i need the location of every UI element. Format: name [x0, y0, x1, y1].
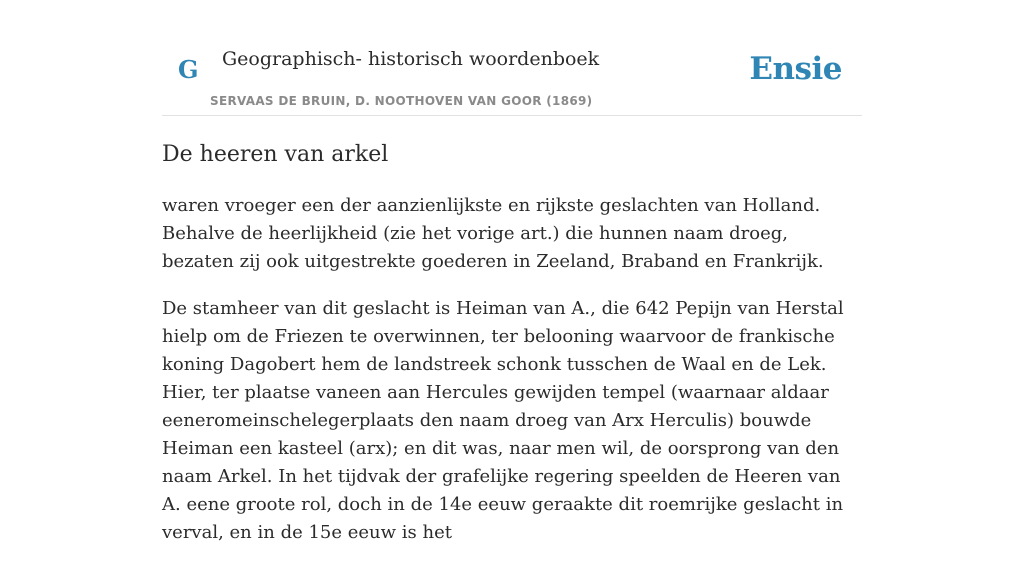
book-authors: SERVAAS DE BRUIN, D. NOOTHOVEN VAN GOOR (1869): [210, 94, 593, 108]
entry-body: [162, 192, 864, 566]
entry-paragraph: waren vroeger een der aanzienlijkste en rijkste geslachten van Holland. Behalve de heerlijkheid (zie het vorige art.) die hunnen naam droeg, bezaten zij ook uitgestrekte goederen in Zeeland, Braband en Frankrijk.: [162, 195, 824, 272]
entry-title: De heeren van arkel: [162, 142, 389, 167]
book-header: [162, 0, 862, 116]
ensie-logo[interactable]: Ensie: [749, 51, 842, 87]
entry-paragraph: De stamheer van dit geslacht is Heiman van A., die 642 Pepijn van Herstal hielp om de Friezen te overwinnen, ter belooning waarvoor de frankische koning Dagobert hem de landstreek schonk tusschen de Waal en de Lek. Hier, ter plaatse vaneen aan Hercules gewijden tempel (waarnaar aldaar eeneromeinschelegerplaats den naam droeg van Arx Herculis) bouwde Heiman een kasteel (arx); en dit was, naar men wil, de oorsprong van den naam Arkel. In het tijdvak der grafelijke regering speelden de Heeren van A. eene groote rol, doch in de 14e eeuw geraakte dit roemrijke geslacht in verval, en in de 15e eeuw is het: [162, 298, 844, 543]
book-title[interactable]: Geographisch- historisch woordenboek: [222, 48, 600, 70]
book-logo-icon[interactable]: G: [178, 55, 199, 84]
